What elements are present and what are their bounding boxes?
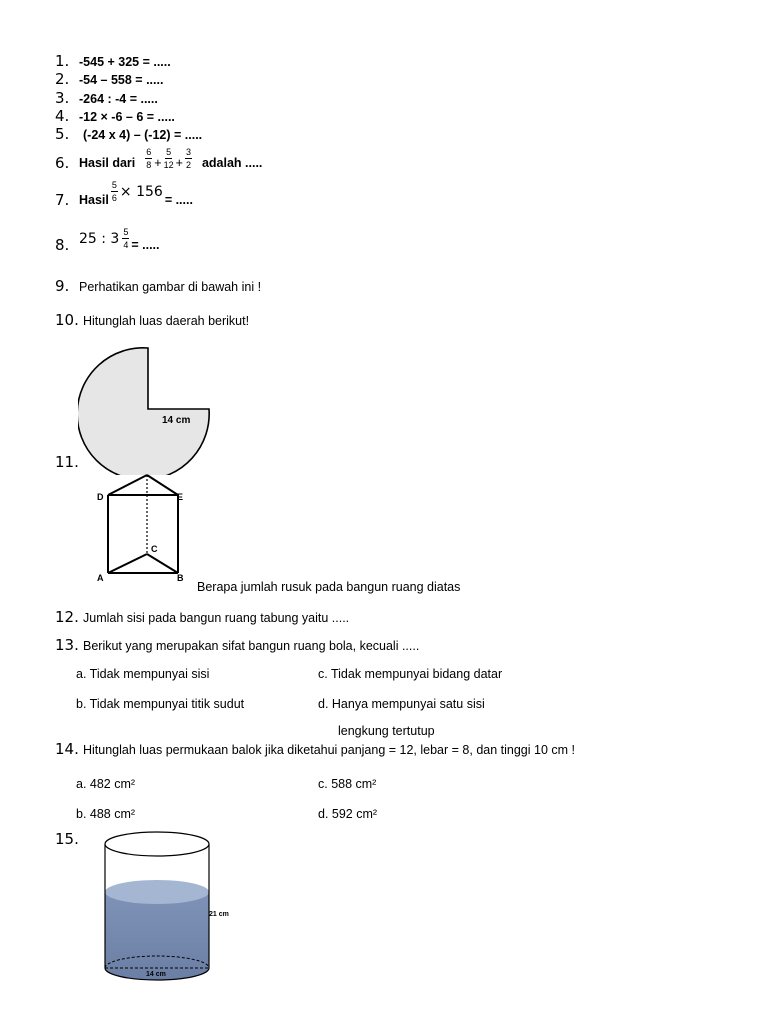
question-text: -54 – 558 = ..... bbox=[79, 73, 164, 87]
question-number: 9. bbox=[55, 277, 70, 295]
option-c: c. 588 cm² bbox=[318, 777, 377, 791]
fraction: $\frac{5}{12}$ bbox=[163, 147, 174, 170]
question-number: 15. bbox=[55, 830, 79, 848]
fraction: $\frac{5}{4}$ bbox=[123, 227, 129, 250]
vertex-label-d: D bbox=[97, 492, 104, 502]
question-6 bbox=[55, 147, 263, 175]
triangular-prism-figure bbox=[94, 470, 194, 585]
option-b: b. Tidak mempunyai titik sudut bbox=[76, 697, 245, 711]
option-c: c. Tidak mempunyai bidang datar bbox=[318, 667, 503, 681]
question-text: Jumlah sisi pada bangun ruang tabung yaitu ..... bbox=[83, 611, 350, 625]
question-text: Hitunglah luas permukaan balok jika diketahui panjang = 12, lebar = 8, dan tinggi 10 cm ! bbox=[83, 743, 575, 757]
water-surface bbox=[105, 880, 209, 904]
question-number: 12. bbox=[55, 608, 79, 626]
option-b: b. 488 cm² bbox=[76, 807, 136, 821]
question-15-number bbox=[55, 830, 83, 848]
plus-sign: + bbox=[175, 155, 183, 170]
option-a: a. 482 cm² bbox=[76, 777, 136, 791]
question-7 bbox=[55, 180, 193, 212]
prism-edge bbox=[108, 554, 147, 573]
question-number: 14. bbox=[55, 740, 79, 758]
vertex-label-e: E bbox=[177, 492, 184, 502]
question-8 bbox=[55, 226, 160, 254]
question-14 bbox=[55, 740, 575, 758]
question-number: 1. bbox=[55, 52, 70, 70]
question-number: 13. bbox=[55, 636, 79, 654]
option-a: a. Tidak mempunyai sisi bbox=[76, 667, 210, 681]
question-number: 8. bbox=[55, 235, 70, 254]
option-d: d. Hanya mempunyai satu sisi bbox=[318, 697, 485, 711]
option-d: d. 592 cm² bbox=[318, 807, 378, 821]
question-text: (-24 x 4) – (-12) = ..... bbox=[83, 128, 203, 142]
plus-sign: + bbox=[154, 155, 162, 170]
question-text: Hasil dari bbox=[79, 155, 136, 170]
question-suffix: = ..... bbox=[131, 237, 160, 252]
vertex-label-b: B bbox=[177, 573, 184, 583]
three-quarter-circle-figure bbox=[78, 345, 216, 475]
question-text: Hitunglah luas daerah berikut! bbox=[83, 314, 250, 328]
question-suffix: adalah ..... bbox=[201, 155, 263, 170]
diameter-label: 14 cm bbox=[146, 971, 166, 978]
question-text: -264 : -4 = ..... bbox=[79, 92, 158, 106]
question-number: 4. bbox=[55, 107, 70, 125]
water-body bbox=[105, 892, 209, 980]
question-text: -545 + 325 = ..... bbox=[79, 55, 171, 69]
question-3 bbox=[55, 89, 158, 107]
question-9 bbox=[55, 277, 261, 295]
question-text: Hasil bbox=[79, 192, 109, 207]
cylinder-figure bbox=[100, 828, 250, 986]
question-number: 6. bbox=[55, 153, 70, 172]
cylinder-top bbox=[105, 832, 209, 856]
fraction: $\frac{5}{6}$ bbox=[111, 180, 117, 203]
vertex-label-c: C bbox=[151, 544, 158, 554]
radius-label: 14 cm bbox=[162, 415, 191, 426]
question-11-text: Berapa jumlah rusuk pada bangun ruang diatas bbox=[197, 580, 461, 594]
question-text: -12 × -6 – 6 = ..... bbox=[79, 110, 175, 124]
question-4 bbox=[55, 107, 175, 125]
prism-edge bbox=[147, 554, 178, 573]
question-text: Berikut yang merupakan sifat bangun ruang bola, kecuali ..... bbox=[83, 639, 420, 653]
question-1 bbox=[55, 52, 171, 70]
height-label: 21 cm bbox=[209, 911, 229, 918]
question-12 bbox=[55, 608, 349, 626]
question-5 bbox=[55, 125, 202, 143]
question-number: 11. bbox=[55, 453, 79, 471]
question-suffix: = ..... bbox=[164, 192, 193, 207]
question-number: 7. bbox=[55, 190, 70, 209]
question-number: 10. bbox=[55, 311, 79, 329]
option-d-continued: lengkung tertutup bbox=[338, 724, 435, 738]
prism-edge bbox=[147, 475, 178, 495]
question-number: 3. bbox=[55, 89, 70, 107]
question-11-number bbox=[55, 453, 83, 471]
question-2 bbox=[55, 70, 163, 88]
fraction: $\frac{3}{2}$ bbox=[185, 147, 191, 170]
multiply-expression: × 156 bbox=[119, 183, 163, 200]
question-text: Perhatikan gambar di bawah ini ! bbox=[79, 280, 262, 294]
question-10 bbox=[55, 311, 249, 329]
prism-edge bbox=[108, 475, 147, 495]
division-expression: 25 : 3 bbox=[79, 230, 120, 247]
vertex-label-a: A bbox=[97, 573, 104, 583]
fraction: $\frac{6}{8}$ bbox=[146, 147, 152, 170]
question-number: 2. bbox=[55, 70, 70, 88]
question-number: 5. bbox=[55, 125, 70, 143]
question-13 bbox=[55, 636, 419, 654]
